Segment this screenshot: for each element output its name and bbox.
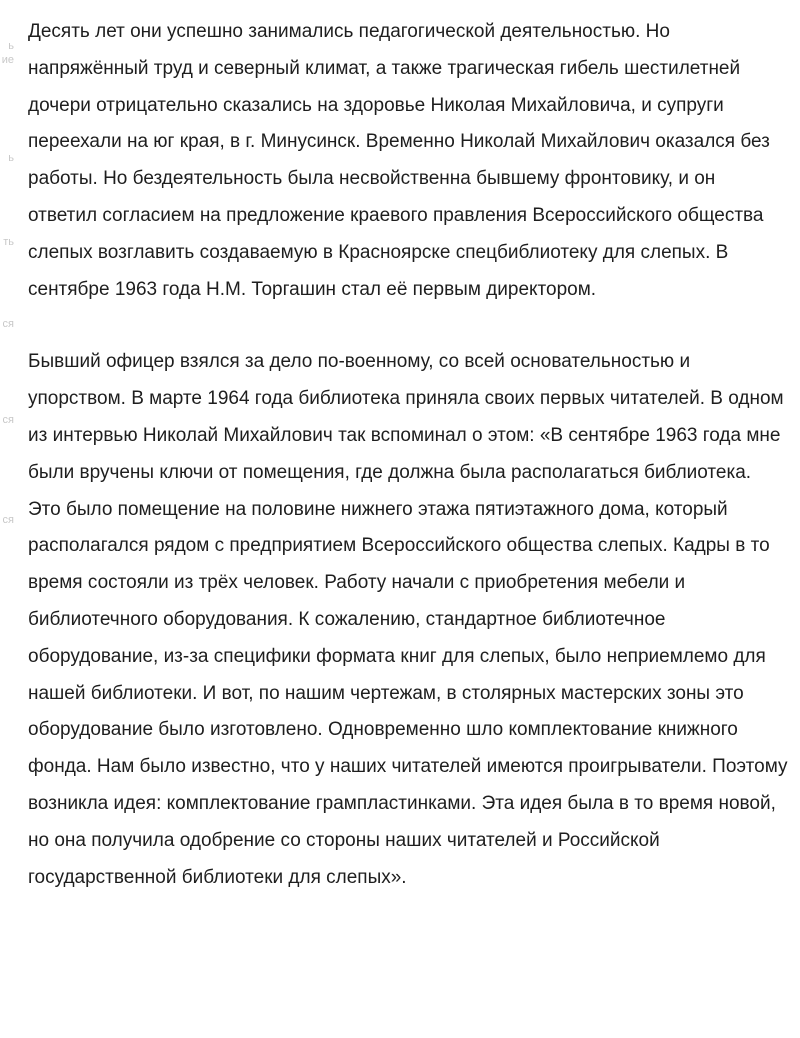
clipped-text-fragment: ь	[8, 40, 14, 52]
clipped-text-fragment: ие	[1, 54, 14, 66]
clipped-text-fragment: ь	[8, 152, 14, 164]
article-paragraph: Десять лет они успешно занимались педагогической деятельностью. Но напряжённый труд и северный климат, а также трагическая гибель шестилетней дочери отрицательно сказались на здоровье Николая Михайловича, и супруги переехали на юг края, в г. Минусинск. Временно Николай Михайлович оказался без работы. Но бездеятельность была несвойственна бывшему фронтовику, и он ответил согласием на предложение краевого правления Всероссийского общества слепых возглавить создаваемую в Красноярске спецбиблиотеку для слепых. В сентябре 1963 года Н.М. Торгашин стал её первым директором.	[28, 21, 770, 300]
clipped-text-fragment: ть	[3, 236, 14, 248]
clipped-text-fragment: ся	[2, 514, 14, 526]
clipped-margin-column	[0, 0, 18, 1038]
clipped-text-fragment: ся	[2, 414, 14, 426]
clipped-text-fragment: ся	[2, 318, 14, 330]
article-body	[28, 14, 788, 896]
article-paragraph: Бывший офицер взялся за дело по-военному, со всей основательностью и упорством. В марте 1964 года библиотека приняла своих первых читателей. В одном из интервью Николай Михайлович так вспоминал о этом: «В сентябре 1963 года мне были вручены ключи от помещения, где должна была располагаться библиотека. Это было помещение на половине нижнего этажа пятиэтажного дома, который располагался рядом с предприятием Всероссийского общества слепых. Кадры в то время состояли из трёх человек. Работу начали с приобретения мебели и библиотечного оборудования. К сожалению, стандартное библиотечное оборудование, из-за специфики формата книг для слепых, было неприемлемо для нашей библиотеки. И вот, по нашим чертежам, в столярных мастерских зоны это оборудование было изготовлено. Одновременно шло комплектование книжного фонда. Нам было известно, что у наших читателей имеются проигрыватели. Поэтому возникла идея: комплектование грампластинками. Эта идея была в то время новой, но она получила одобрение со стороны наших читателей и Российской государственной библиотеки для слепых».	[28, 351, 788, 888]
